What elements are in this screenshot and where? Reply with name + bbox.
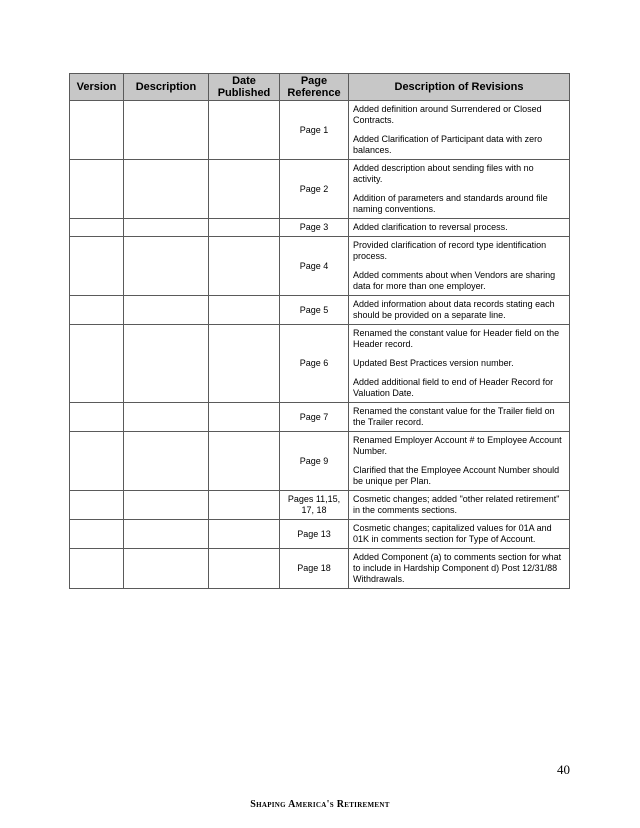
description-cell xyxy=(124,325,209,403)
date-published-cell xyxy=(209,403,280,432)
revision-history-table xyxy=(69,73,570,589)
date-published-cell xyxy=(209,325,280,403)
table-body xyxy=(70,101,570,589)
description-cell xyxy=(124,403,209,432)
date-published-cell xyxy=(209,491,280,520)
revision-note: Clarified that the Employee Account Number should be unique per Plan. xyxy=(353,465,560,486)
revision-note: Cosmetic changes; capitalized values for 01A and 01K in comments section for Type of Account. xyxy=(353,523,552,544)
header-version: Version xyxy=(70,74,124,101)
revision-description-cell xyxy=(349,403,570,432)
revision-note: Renamed the constant value for the Trailer field on the Trailer record. xyxy=(353,406,555,427)
page-reference-cell: Page 6 xyxy=(280,325,349,403)
revision-description-cell xyxy=(349,237,570,296)
revision-description-cell xyxy=(349,325,570,403)
table-row xyxy=(70,160,570,219)
date-published-cell xyxy=(209,160,280,219)
revision-note: Added information about data records stating each should be provided on a separate line. xyxy=(353,299,555,320)
footer-title: Shaping America's Retirement xyxy=(250,799,390,810)
description-cell xyxy=(124,237,209,296)
header-description: Description xyxy=(124,74,209,101)
page-reference-cell: Page 5 xyxy=(280,296,349,325)
revision-description-cell xyxy=(349,432,570,491)
revision-note: Updated Best Practices version number. xyxy=(353,358,514,368)
page-number: 40 xyxy=(557,762,570,777)
revision-note: Added Component (a) to comments section for what to include in Hardship Component d) Post 12/31/88 Withdrawals. xyxy=(353,552,562,584)
table-row xyxy=(70,101,570,160)
page-reference-cell: Pages 11,15, 17, 18 xyxy=(280,491,349,520)
version-cell xyxy=(70,160,124,219)
revision-note: Added additional field to end of Header Record for Valuation Date. xyxy=(353,377,554,398)
description-cell xyxy=(124,219,209,237)
version-cell xyxy=(70,325,124,403)
description-cell xyxy=(124,549,209,589)
description-cell xyxy=(124,296,209,325)
revision-description-cell xyxy=(349,160,570,219)
page-reference-cell: Page 18 xyxy=(280,549,349,589)
revision-description-cell xyxy=(349,101,570,160)
page-reference-cell: Page 7 xyxy=(280,403,349,432)
revision-note: Added Clarification of Participant data with zero balances. xyxy=(353,134,543,155)
revision-note: Cosmetic changes; added "other related retirement" in the comments sections. xyxy=(353,494,560,515)
page-reference-cell: Page 13 xyxy=(280,520,349,549)
version-cell xyxy=(70,296,124,325)
version-cell xyxy=(70,549,124,589)
date-published-cell xyxy=(209,549,280,589)
date-published-cell xyxy=(209,296,280,325)
version-cell xyxy=(70,101,124,160)
table-header-row xyxy=(70,74,570,101)
table-row xyxy=(70,520,570,549)
revision-note: Provided clarification of record type identification process. xyxy=(353,240,547,261)
revision-note: Added description about sending files with no activity. xyxy=(353,163,534,184)
header-date-published: Date Published xyxy=(209,74,280,101)
table-row xyxy=(70,219,570,237)
page-reference-cell: Page 4 xyxy=(280,237,349,296)
page-reference-cell: Page 1 xyxy=(280,101,349,160)
version-cell xyxy=(70,237,124,296)
date-published-cell xyxy=(209,432,280,491)
revision-note: Added clarification to reversal process. xyxy=(353,222,508,232)
page-reference-cell: Page 2 xyxy=(280,160,349,219)
page-reference-cell: Page 3 xyxy=(280,219,349,237)
date-published-cell xyxy=(209,237,280,296)
revision-note: Addition of parameters and standards around file naming conventions. xyxy=(353,193,548,214)
revision-description-cell xyxy=(349,491,570,520)
revision-note: Renamed the constant value for Header field on the Header record. xyxy=(353,328,560,349)
revision-description-cell xyxy=(349,219,570,237)
version-cell xyxy=(70,491,124,520)
header-description-of-revisions: Description of Revisions xyxy=(349,74,570,101)
header-page-reference: Page Reference xyxy=(280,74,349,101)
description-cell xyxy=(124,101,209,160)
revision-description-cell xyxy=(349,296,570,325)
date-published-cell xyxy=(209,520,280,549)
table-row xyxy=(70,491,570,520)
revision-note: Added definition around Surrendered or Closed Contracts. xyxy=(353,104,542,125)
version-cell xyxy=(70,403,124,432)
version-cell xyxy=(70,432,124,491)
page-reference-cell: Page 9 xyxy=(280,432,349,491)
date-published-cell xyxy=(209,219,280,237)
description-cell xyxy=(124,520,209,549)
version-cell xyxy=(70,520,124,549)
revision-description-cell xyxy=(349,520,570,549)
description-cell xyxy=(124,432,209,491)
table-row xyxy=(70,237,570,296)
revision-description-cell xyxy=(349,549,570,589)
table-row xyxy=(70,432,570,491)
table-row xyxy=(70,403,570,432)
table-row xyxy=(70,549,570,589)
date-published-cell xyxy=(209,101,280,160)
table-row xyxy=(70,325,570,403)
description-cell xyxy=(124,491,209,520)
revision-note: Added comments about when Vendors are sharing data for more than one employer. xyxy=(353,270,556,291)
table-row xyxy=(70,296,570,325)
version-cell xyxy=(70,219,124,237)
revision-note: Renamed Employer Account # to Employee Account Number. xyxy=(353,435,562,456)
description-cell xyxy=(124,160,209,219)
